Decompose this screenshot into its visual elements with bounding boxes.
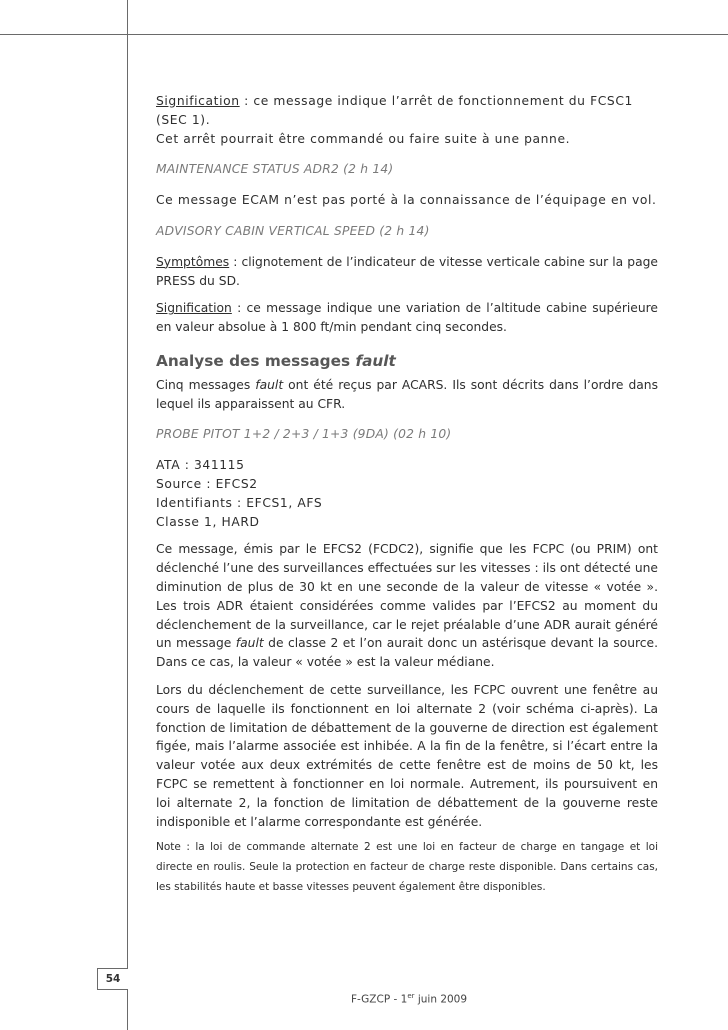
detail-ata: ATA : 341115 [156, 458, 245, 473]
note: Note : la loi de commande alternate 2 est une loi en facteur de charge en tangage et loi directe en roulis. Seule la protection en facteur de charge reste disponible. Dans certains cas, les stabilités haute et basse vitesses peuvent également être disponibles. [156, 841, 658, 894]
heading-maintenance-status: MAINTENANCE STATUS ADR2 (2 h 14) [156, 162, 394, 177]
detail-classe: Classe 1, HARD [156, 514, 260, 529]
paragraph-efcs2: Ce message, émis par le EFCS2 (FCDC2), signifie que les FCPC (ou PRIM) ont déclenché l’une des surveillances effectuées sur les vitesses : ils ont détecté une diminution de plus de 30 kt en une seconde de la valeur de vitesse « votée ». Les trois ADR étaient considérées comme valides par l’EFCS2 au moment du déclenchement de la surveillance, car le rejet préalable d’une ADR aurait généré un message fault de classe 2 et l’on aurait donc un astérisque devant la source. Dans ce cas, la valeur « votée » est la valeur médiane. [156, 542, 659, 670]
paragraph-ecam: Ce message ECAM n’est pas porté à la connaissance de l’équipage en vol. [156, 193, 657, 208]
heading-probe-pitot: PROBE PITOT 1+2 / 2+3 / 1+3 (9DA) (02 h 10) [156, 427, 452, 442]
page-content [156, 92, 658, 906]
label-signification: Signification [156, 301, 232, 316]
page-number: 54 [97, 968, 128, 990]
footer: F-GZCP - 1er juin 2009 [350, 992, 468, 1006]
top-rule [0, 34, 728, 35]
paragraph-surveillance: Lors du déclenchement de cette surveillance, les FCPC ouvrent une fenêtre au cours de laquelle ils fonctionnent en loi alternate 2 (voir schéma ci-après). La fonction de limitation de débattement de la gouverne de direction est également figée, mais l’alarme associée est inhibée. A la fin de la fenêtre, si l’écart entre la valeur votée aux deux extrémités de cette fenêtre est de moins de 50 kt, les FCPC se remettent à fonctionner en loi normale. Autrement, ils poursuivent en loi alternate 2, la fonction de limitation de débattement de la gouverne reste indisponible et l’alarme correspondante est générée. [156, 682, 658, 829]
heading-advisory-cabin: ADVISORY CABIN VERTICAL SPEED (2 h 14) [156, 223, 430, 238]
paragraph-symptomes: Symptômes : clignotement de l’indicateur de vitesse verticale cabine sur la page PRESS du SD. [156, 254, 658, 288]
paragraph-signification-sec1: Signification : ce message indique l’arrêt de fonctionnement du FCSC1 (SEC 1). Cet arrêt pourrait être commandé ou faire suite à une panne. [156, 94, 633, 146]
label-symptomes: Symptômes [156, 254, 230, 269]
label-signification: Signification [156, 94, 240, 108]
detail-source: Source : EFCS2 [156, 476, 258, 491]
margin-rule [127, 0, 128, 1030]
paragraph-cinq-messages: Cinq messages fault ont été reçus par ACARS. Ils sont décrits dans l’ordre dans lequel ils apparaissent au CFR. [156, 377, 658, 411]
details-block [156, 456, 658, 531]
paragraph-signification-cabin: Signification : ce message indique une variation de l’altitude cabine supérieure en valeur absolue à 1 800 ft/min pendant cinq secondes. [156, 301, 658, 335]
section-title: Analyse des messages fault [156, 351, 396, 370]
detail-identifiants: Identifiants : EFCS1, AFS [156, 495, 323, 510]
